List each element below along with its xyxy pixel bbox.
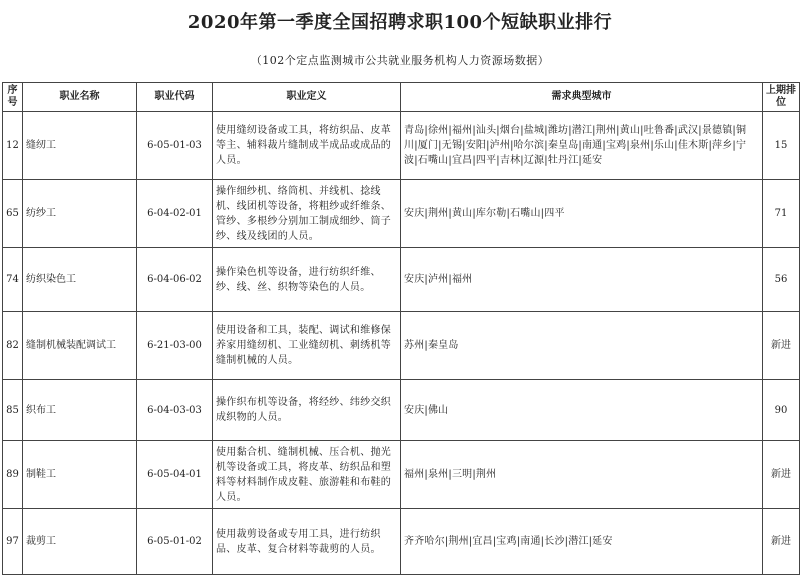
table-row bbox=[3, 380, 800, 441]
row-definition: 使用黏合机、缝制机械、压合机、抛光机等设备或工具，将皮革、纺织品和塑料等材料制作成皮鞋、旅游鞋和布鞋的人员。 bbox=[213, 441, 401, 509]
row-index: 12 bbox=[3, 112, 23, 180]
row-occupation-code: 6-04-03-03 bbox=[137, 380, 213, 441]
row-occupation-name: 织布工 bbox=[23, 380, 137, 441]
row-occupation-name: 制鞋工 bbox=[23, 441, 137, 509]
row-previous-rank: 15 bbox=[763, 112, 800, 180]
header-cities: 需求典型城市 bbox=[401, 83, 763, 112]
header-index: 序号 bbox=[3, 83, 23, 112]
row-cities: 安庆|佛山 bbox=[401, 380, 763, 441]
header-name: 职业名称 bbox=[23, 83, 137, 112]
row-previous-rank: 新进 bbox=[763, 312, 800, 380]
row-definition: 操作织布机等设备，将经纱、纬纱交织成织物的人员。 bbox=[213, 380, 401, 441]
row-occupation-name: 缝制机械装配调试工 bbox=[23, 312, 137, 380]
row-occupation-code: 6-05-01-02 bbox=[137, 509, 213, 575]
table-row bbox=[3, 180, 800, 248]
header-definition: 职业定义 bbox=[213, 83, 401, 112]
table-row bbox=[3, 112, 800, 180]
row-occupation-name: 缝纫工 bbox=[23, 112, 137, 180]
row-occupation-code: 6-05-04-01 bbox=[137, 441, 213, 509]
row-occupation-name: 纺织染色工 bbox=[23, 248, 137, 312]
row-occupation-code: 6-05-01-03 bbox=[137, 112, 213, 180]
row-cities: 安庆|荆州|黄山|库尔勒|石嘴山|四平 bbox=[401, 180, 763, 248]
row-previous-rank: 90 bbox=[763, 380, 800, 441]
row-index: 85 bbox=[3, 380, 23, 441]
header-rank: 上期排位 bbox=[763, 83, 800, 112]
row-definition: 使用裁剪设备或专用工具，进行纺织品、皮革、复合材料等裁剪的人员。 bbox=[213, 509, 401, 575]
row-index: 82 bbox=[3, 312, 23, 380]
row-occupation-name: 纺纱工 bbox=[23, 180, 137, 248]
table-row bbox=[3, 441, 800, 509]
shortage-occupations-table bbox=[2, 82, 800, 575]
page-subtitle: （102个定点监测城市公共就业服务机构人力资源场数据） bbox=[250, 54, 550, 67]
row-index: 65 bbox=[3, 180, 23, 248]
table-row bbox=[3, 248, 800, 312]
page-title: 2020年第一季度全国招聘求职100个短缺职业排行 bbox=[187, 12, 613, 33]
row-index: 74 bbox=[3, 248, 23, 312]
row-occupation-code: 6-04-02-01 bbox=[137, 180, 213, 248]
row-cities: 齐齐哈尔|荆州|宜昌|宝鸡|南通|长沙|潜江|延安 bbox=[401, 509, 763, 575]
row-previous-rank: 56 bbox=[763, 248, 800, 312]
row-cities: 青岛|徐州|福州|汕头|烟台|盐城|潍坊|潜江|荆州|黄山|吐鲁番|武汉|景德镇|铜川|厦门|无锡|安阳|泸州|哈尔滨|秦皇岛|南通|宝鸡|泉州|乐山|佳木斯|萍乡|宁波|石嘴山|宜昌|四平|吉林|辽源|牡丹江|延安 bbox=[401, 112, 763, 180]
row-previous-rank: 新进 bbox=[763, 509, 800, 575]
row-definition: 操作染色机等设备，进行纺织纤维、纱、线、丝、织物等染色的人员。 bbox=[213, 248, 401, 312]
row-previous-rank: 新进 bbox=[763, 441, 800, 509]
row-occupation-code: 6-21-03-00 bbox=[137, 312, 213, 380]
row-occupation-name: 裁剪工 bbox=[23, 509, 137, 575]
row-definition: 使用缝纫设备或工具，将纺织品、皮革等主、辅料裁片缝制成半成品或成品的人员。 bbox=[213, 112, 401, 180]
row-occupation-code: 6-04-06-02 bbox=[137, 248, 213, 312]
row-cities: 苏州|秦皇岛 bbox=[401, 312, 763, 380]
table-row bbox=[3, 509, 800, 575]
row-definition: 使用设备和工具，装配、调试和维修保养家用缝纫机、工业缝纫机、刺绣机等缝制机械的人员。 bbox=[213, 312, 401, 380]
table-row bbox=[3, 312, 800, 380]
header-code: 职业代码 bbox=[137, 83, 213, 112]
row-cities: 安庆|泸州|福州 bbox=[401, 248, 763, 312]
row-cities: 福州|泉州|三明|荆州 bbox=[401, 441, 763, 509]
row-index: 97 bbox=[3, 509, 23, 575]
row-previous-rank: 71 bbox=[763, 180, 800, 248]
row-definition: 操作细纱机、络筒机、并线机、捻线机、线团机等设备，将粗纱或纤维条、管纱、多根纱分别加工制成细纱、筒子纱、线及线团的人员。 bbox=[213, 180, 401, 248]
row-index: 89 bbox=[3, 441, 23, 509]
table-header-row bbox=[3, 83, 800, 112]
